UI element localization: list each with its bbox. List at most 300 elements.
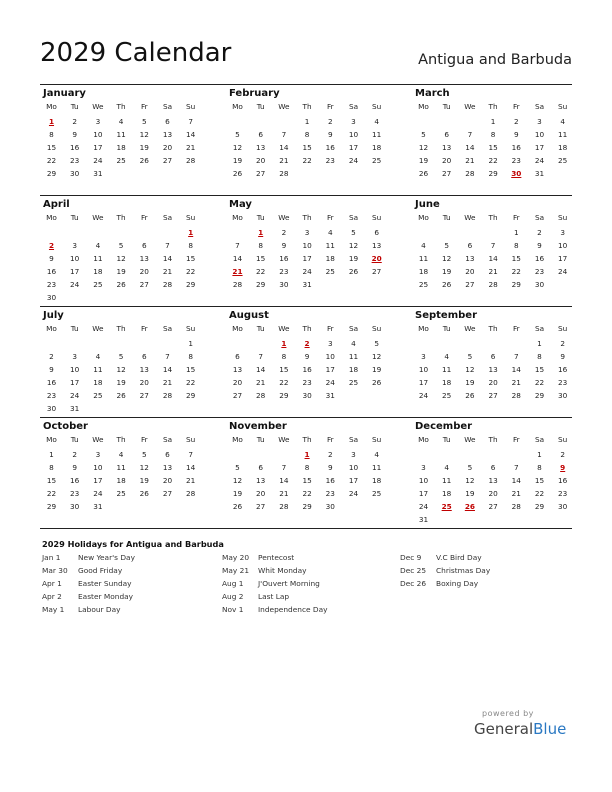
day-cell: 30 xyxy=(325,502,335,511)
day-cell: 27 xyxy=(232,391,243,400)
day-cell: 23 xyxy=(46,391,57,400)
weekday-header: Th xyxy=(302,324,312,333)
day-cell: 6 xyxy=(258,130,264,139)
day-cell: 5 xyxy=(374,339,380,348)
weekday-header: Mo xyxy=(418,213,429,222)
day-cell: 4 xyxy=(374,450,380,459)
day-cell: 19 xyxy=(116,378,126,387)
day-cell: 1 xyxy=(513,228,519,237)
weekday-header: We xyxy=(464,213,476,222)
weekday-header: Tu xyxy=(256,324,265,333)
day-cell: 20 xyxy=(488,489,498,498)
holiday-day: 26 xyxy=(464,502,475,511)
day-cell: 22 xyxy=(534,378,545,387)
holiday-name: Good Friday xyxy=(78,566,123,575)
weekday-header: Fr xyxy=(326,102,334,111)
holiday-item xyxy=(222,592,402,605)
day-cell: 16 xyxy=(46,267,57,276)
holiday-name: Easter Sunday xyxy=(78,579,132,588)
day-cell: 8 xyxy=(537,463,542,472)
day-cell: 14 xyxy=(511,365,521,374)
weekday-header: We xyxy=(92,324,104,333)
holiday-date: Aug 1 xyxy=(222,579,244,588)
holiday-date: May 1 xyxy=(42,605,65,614)
day-cell: 20 xyxy=(139,267,149,276)
weekday-header: Su xyxy=(186,324,196,333)
weekday-header: Th xyxy=(116,324,126,333)
day-cell: 14 xyxy=(162,365,173,374)
month-name: September xyxy=(415,310,477,321)
day-cell: 19 xyxy=(348,254,359,263)
day-cell: 8 xyxy=(513,241,519,250)
day-cell: 6 xyxy=(444,130,450,139)
day-cell: 22 xyxy=(302,156,312,165)
day-cell: 13 xyxy=(256,476,266,485)
weekday-header: Fr xyxy=(140,324,148,333)
day-cell: 17 xyxy=(93,143,103,152)
brand-blue: Blue xyxy=(533,720,567,738)
weekday-header: We xyxy=(278,102,290,111)
holiday-item xyxy=(42,553,222,566)
weekday-header: Mo xyxy=(232,102,243,111)
day-cell: 21 xyxy=(162,378,173,387)
day-cell: 8 xyxy=(188,352,194,361)
day-cell: 16 xyxy=(70,476,80,485)
quarter-row xyxy=(40,195,572,306)
day-cell: 21 xyxy=(279,156,289,165)
day-cell: 23 xyxy=(558,378,568,387)
day-cell: 24 xyxy=(93,156,103,165)
day-cell: 4 xyxy=(118,450,124,459)
day-cell: 6 xyxy=(467,241,473,250)
holiday-day: 2 xyxy=(48,241,55,250)
day-cell: 19 xyxy=(418,156,429,165)
day-cell: 28 xyxy=(465,169,475,178)
day-cell: 10 xyxy=(348,130,359,139)
day-cell: 18 xyxy=(348,365,359,374)
month-name: August xyxy=(229,310,269,321)
holiday-day: 1 xyxy=(258,228,264,237)
day-cell: 18 xyxy=(558,143,568,152)
day-cell: 28 xyxy=(256,391,266,400)
day-cell: 15 xyxy=(256,254,266,263)
day-cell: 29 xyxy=(256,280,266,289)
day-cell: 14 xyxy=(162,254,173,263)
day-cell: 26 xyxy=(442,280,452,289)
day-cell: 22 xyxy=(279,378,289,387)
day-cell: 17 xyxy=(70,378,80,387)
day-cell: 28 xyxy=(162,280,173,289)
day-cell: 19 xyxy=(139,476,149,485)
day-cell: 16 xyxy=(534,254,545,263)
weekday-header: Fr xyxy=(326,435,334,444)
day-cell: 2 xyxy=(49,352,54,361)
day-cell: 10 xyxy=(418,365,429,374)
holiday-day: 9 xyxy=(560,463,566,472)
day-cell: 12 xyxy=(372,352,382,361)
day-cell: 24 xyxy=(418,502,429,511)
day-cell: 20 xyxy=(162,143,173,152)
day-cell: 29 xyxy=(511,280,521,289)
weekday-header: Su xyxy=(372,435,382,444)
holiday-item xyxy=(42,592,222,605)
day-cell: 27 xyxy=(256,502,266,511)
day-cell: 14 xyxy=(465,143,475,152)
holiday-date: Dec 26 xyxy=(400,579,427,588)
day-cell: 15 xyxy=(534,365,545,374)
day-cell: 25 xyxy=(372,489,382,498)
brand-general: General xyxy=(474,720,534,738)
month-june xyxy=(412,196,574,306)
day-cell: 7 xyxy=(235,241,240,250)
weekday-header: Th xyxy=(488,102,498,111)
day-cell: 11 xyxy=(116,463,126,472)
day-cell: 22 xyxy=(302,489,312,498)
day-cell: 3 xyxy=(95,117,101,126)
month-name: March xyxy=(415,88,450,99)
day-cell: 29 xyxy=(46,169,57,178)
day-cell: 13 xyxy=(162,463,173,472)
day-cell: 6 xyxy=(141,352,147,361)
day-cell: 27 xyxy=(442,169,452,178)
weekday-header: We xyxy=(278,213,290,222)
day-cell: 4 xyxy=(421,241,426,250)
day-cell: 26 xyxy=(139,156,149,165)
weekday-header: Mo xyxy=(46,102,57,111)
day-cell: 3 xyxy=(537,117,542,126)
day-cell: 11 xyxy=(93,254,103,263)
holiday-name: J'Ouvert Morning xyxy=(258,579,320,588)
day-cell: 21 xyxy=(279,489,289,498)
holiday-day: 25 xyxy=(441,502,452,511)
day-cell: 5 xyxy=(235,463,240,472)
weekday-header: We xyxy=(92,213,104,222)
day-cell: 3 xyxy=(72,241,78,250)
day-cell: 5 xyxy=(351,228,356,237)
day-cell: 2 xyxy=(537,228,542,237)
day-cell: 29 xyxy=(302,502,312,511)
weekday-header: Sa xyxy=(534,324,545,333)
day-cell: 3 xyxy=(421,463,426,472)
holiday-day: 2 xyxy=(304,339,310,348)
weekday-header: Tu xyxy=(70,324,79,333)
day-cell: 28 xyxy=(279,502,289,511)
day-cell: 29 xyxy=(186,280,196,289)
day-cell: 14 xyxy=(511,476,521,485)
weekday-header: Su xyxy=(558,213,568,222)
day-cell: 18 xyxy=(418,267,429,276)
day-cell: 9 xyxy=(72,130,78,139)
day-cell: 8 xyxy=(537,352,542,361)
day-cell: 1 xyxy=(188,339,194,348)
weekday-header: Mo xyxy=(418,102,429,111)
day-cell: 24 xyxy=(302,267,312,276)
day-cell: 8 xyxy=(258,241,264,250)
day-cell: 7 xyxy=(513,463,519,472)
day-cell: 11 xyxy=(558,130,568,139)
day-cell: 10 xyxy=(70,365,80,374)
day-cell: 9 xyxy=(327,463,333,472)
day-cell: 29 xyxy=(186,391,196,400)
day-cell: 5 xyxy=(467,463,473,472)
day-cell: 29 xyxy=(534,391,545,400)
day-cell: 8 xyxy=(304,130,310,139)
day-cell: 27 xyxy=(465,280,475,289)
day-cell: 17 xyxy=(348,143,359,152)
day-cell: 28 xyxy=(279,169,289,178)
day-cell: 24 xyxy=(418,391,429,400)
day-cell: 12 xyxy=(139,130,149,139)
day-cell: 30 xyxy=(46,404,57,413)
month-name: November xyxy=(229,421,287,432)
day-cell: 13 xyxy=(139,365,149,374)
day-cell: 1 xyxy=(490,117,496,126)
month-february xyxy=(226,85,388,195)
day-cell: 11 xyxy=(442,476,452,485)
day-cell: 30 xyxy=(46,293,57,302)
day-cell: 31 xyxy=(325,391,335,400)
weekday-header: Th xyxy=(116,213,126,222)
day-cell: 9 xyxy=(281,241,287,250)
day-cell: 28 xyxy=(162,391,173,400)
weekday-header: Su xyxy=(186,102,196,111)
holiday-column xyxy=(222,553,402,618)
day-cell: 21 xyxy=(511,378,521,387)
day-cell: 15 xyxy=(488,143,498,152)
day-cell: 4 xyxy=(444,463,450,472)
day-cell: 7 xyxy=(258,352,264,361)
month-may xyxy=(226,196,388,306)
day-cell: 20 xyxy=(488,378,498,387)
weekday-header: Th xyxy=(302,213,312,222)
holiday-date: Apr 1 xyxy=(42,579,62,588)
holiday-date: Dec 9 xyxy=(400,553,422,562)
day-cell: 27 xyxy=(162,489,173,498)
day-cell: 14 xyxy=(256,365,266,374)
weekday-header: Su xyxy=(186,435,196,444)
day-cell: 25 xyxy=(93,280,103,289)
day-cell: 19 xyxy=(232,489,243,498)
day-cell: 26 xyxy=(116,280,126,289)
weekday-header: We xyxy=(464,102,476,111)
weekday-header: Th xyxy=(488,213,498,222)
weekday-header: Tu xyxy=(442,435,451,444)
day-cell: 31 xyxy=(93,502,103,511)
month-november xyxy=(226,418,388,528)
day-cell: 25 xyxy=(116,156,126,165)
day-cell: 18 xyxy=(372,476,382,485)
day-cell: 23 xyxy=(325,156,335,165)
day-cell: 19 xyxy=(116,267,126,276)
day-cell: 3 xyxy=(351,117,356,126)
day-cell: 4 xyxy=(374,117,380,126)
day-cell: 11 xyxy=(372,463,382,472)
day-cell: 5 xyxy=(421,130,426,139)
day-cell: 14 xyxy=(279,143,289,152)
day-cell: 1 xyxy=(304,117,310,126)
holiday-name: New Year's Day xyxy=(78,553,135,562)
holiday-date: May 21 xyxy=(222,566,250,575)
weekday-header: Sa xyxy=(348,213,359,222)
day-cell: 8 xyxy=(49,130,54,139)
day-cell: 14 xyxy=(186,130,196,139)
holiday-name: Last Lap xyxy=(258,592,290,601)
day-cell: 12 xyxy=(232,476,243,485)
day-cell: 5 xyxy=(444,241,450,250)
day-cell: 18 xyxy=(325,254,335,263)
day-cell: 16 xyxy=(70,143,80,152)
day-cell: 6 xyxy=(490,352,496,361)
day-cell: 9 xyxy=(560,352,566,361)
day-cell: 10 xyxy=(348,463,359,472)
month-october xyxy=(40,418,202,528)
day-cell: 17 xyxy=(348,476,359,485)
day-cell: 13 xyxy=(256,143,266,152)
weekday-header: Fr xyxy=(512,213,520,222)
day-cell: 7 xyxy=(188,450,194,459)
weekday-header: Sa xyxy=(348,102,359,111)
day-cell: 5 xyxy=(235,130,240,139)
holiday-item xyxy=(42,605,222,618)
day-cell: 15 xyxy=(511,254,521,263)
day-cell: 3 xyxy=(327,339,333,348)
day-cell: 9 xyxy=(72,463,78,472)
weekday-header: Sa xyxy=(534,102,545,111)
day-cell: 20 xyxy=(465,267,475,276)
day-cell: 18 xyxy=(442,489,452,498)
weekday-header: Th xyxy=(302,435,312,444)
weekday-header: We xyxy=(278,324,290,333)
day-cell: 25 xyxy=(442,391,452,400)
day-cell: 25 xyxy=(93,391,103,400)
day-cell: 25 xyxy=(372,156,382,165)
day-cell: 30 xyxy=(534,280,545,289)
day-cell: 14 xyxy=(186,463,196,472)
day-cell: 27 xyxy=(488,502,498,511)
holiday-item xyxy=(400,553,580,566)
day-cell: 12 xyxy=(442,254,452,263)
day-cell: 2 xyxy=(281,228,287,237)
weekday-header: Sa xyxy=(348,435,359,444)
day-cell: 26 xyxy=(372,378,382,387)
day-cell: 16 xyxy=(302,365,312,374)
day-cell: 12 xyxy=(116,254,126,263)
day-cell: 19 xyxy=(465,378,475,387)
day-cell: 11 xyxy=(116,130,126,139)
day-cell: 25 xyxy=(558,156,568,165)
holiday-column xyxy=(42,553,222,618)
holiday-item xyxy=(222,553,402,566)
weekday-header: Th xyxy=(488,435,498,444)
day-cell: 21 xyxy=(465,156,475,165)
day-cell: 10 xyxy=(70,254,80,263)
holiday-item xyxy=(400,579,580,592)
day-cell: 18 xyxy=(372,143,382,152)
day-cell: 13 xyxy=(162,130,173,139)
day-cell: 2 xyxy=(72,117,78,126)
day-cell: 28 xyxy=(511,502,521,511)
weekday-header: Sa xyxy=(534,213,545,222)
holiday-column xyxy=(400,553,580,592)
day-cell: 27 xyxy=(139,280,149,289)
weekday-header: Tu xyxy=(256,435,265,444)
day-cell: 18 xyxy=(442,378,452,387)
day-cell: 16 xyxy=(46,378,57,387)
month-december xyxy=(412,418,574,528)
day-cell: 7 xyxy=(490,241,496,250)
generalblue-logo[interactable] xyxy=(474,720,566,738)
weekday-header: Mo xyxy=(46,213,57,222)
day-cell: 16 xyxy=(325,143,335,152)
day-cell: 18 xyxy=(116,476,126,485)
day-cell: 7 xyxy=(513,352,519,361)
day-cell: 17 xyxy=(418,489,429,498)
day-cell: 23 xyxy=(325,489,335,498)
day-cell: 20 xyxy=(139,378,149,387)
country-name: Antigua and Barbuda xyxy=(418,52,572,68)
day-cell: 15 xyxy=(279,365,289,374)
holiday-date: Nov 1 xyxy=(222,605,244,614)
day-cell: 3 xyxy=(304,228,310,237)
day-cell: 26 xyxy=(139,489,149,498)
day-cell: 22 xyxy=(46,156,57,165)
weekday-header: Mo xyxy=(232,213,243,222)
holiday-name: Labour Day xyxy=(78,605,121,614)
day-cell: 13 xyxy=(372,241,382,250)
day-cell: 7 xyxy=(467,130,473,139)
day-cell: 2 xyxy=(72,450,78,459)
day-cell: 8 xyxy=(490,130,496,139)
day-cell: 21 xyxy=(186,143,196,152)
day-cell: 28 xyxy=(232,280,243,289)
day-cell: 11 xyxy=(93,365,103,374)
day-cell: 9 xyxy=(49,365,54,374)
day-cell: 16 xyxy=(558,365,568,374)
day-cell: 1 xyxy=(537,450,542,459)
day-cell: 6 xyxy=(141,241,147,250)
holiday-name: Whit Monday xyxy=(258,566,307,575)
holiday-item xyxy=(42,566,222,579)
day-cell: 5 xyxy=(118,241,124,250)
day-cell: 31 xyxy=(418,515,429,524)
day-cell: 12 xyxy=(139,463,149,472)
weekday-header: Sa xyxy=(348,324,359,333)
weekday-header: Fr xyxy=(512,435,520,444)
day-cell: 7 xyxy=(165,352,170,361)
day-cell: 26 xyxy=(232,169,243,178)
day-cell: 2 xyxy=(327,450,333,459)
weekday-header: Fr xyxy=(326,324,334,333)
day-cell: 22 xyxy=(534,489,545,498)
day-cell: 27 xyxy=(256,169,266,178)
weekday-header: Mo xyxy=(418,324,429,333)
weekday-header: Tu xyxy=(256,213,265,222)
day-cell: 9 xyxy=(49,254,54,263)
day-cell: 12 xyxy=(116,365,126,374)
day-cell: 27 xyxy=(488,391,498,400)
day-cell: 11 xyxy=(372,130,382,139)
weekday-header: Th xyxy=(116,102,126,111)
weekday-header: Mo xyxy=(232,324,243,333)
weekday-header: Su xyxy=(558,102,568,111)
weekday-header: Su xyxy=(372,213,382,222)
day-cell: 23 xyxy=(558,489,568,498)
day-cell: 31 xyxy=(93,169,103,178)
day-cell: 31 xyxy=(534,169,545,178)
holiday-item xyxy=(222,579,402,592)
holiday-date: Dec 25 xyxy=(400,566,427,575)
month-name: May xyxy=(229,199,252,210)
